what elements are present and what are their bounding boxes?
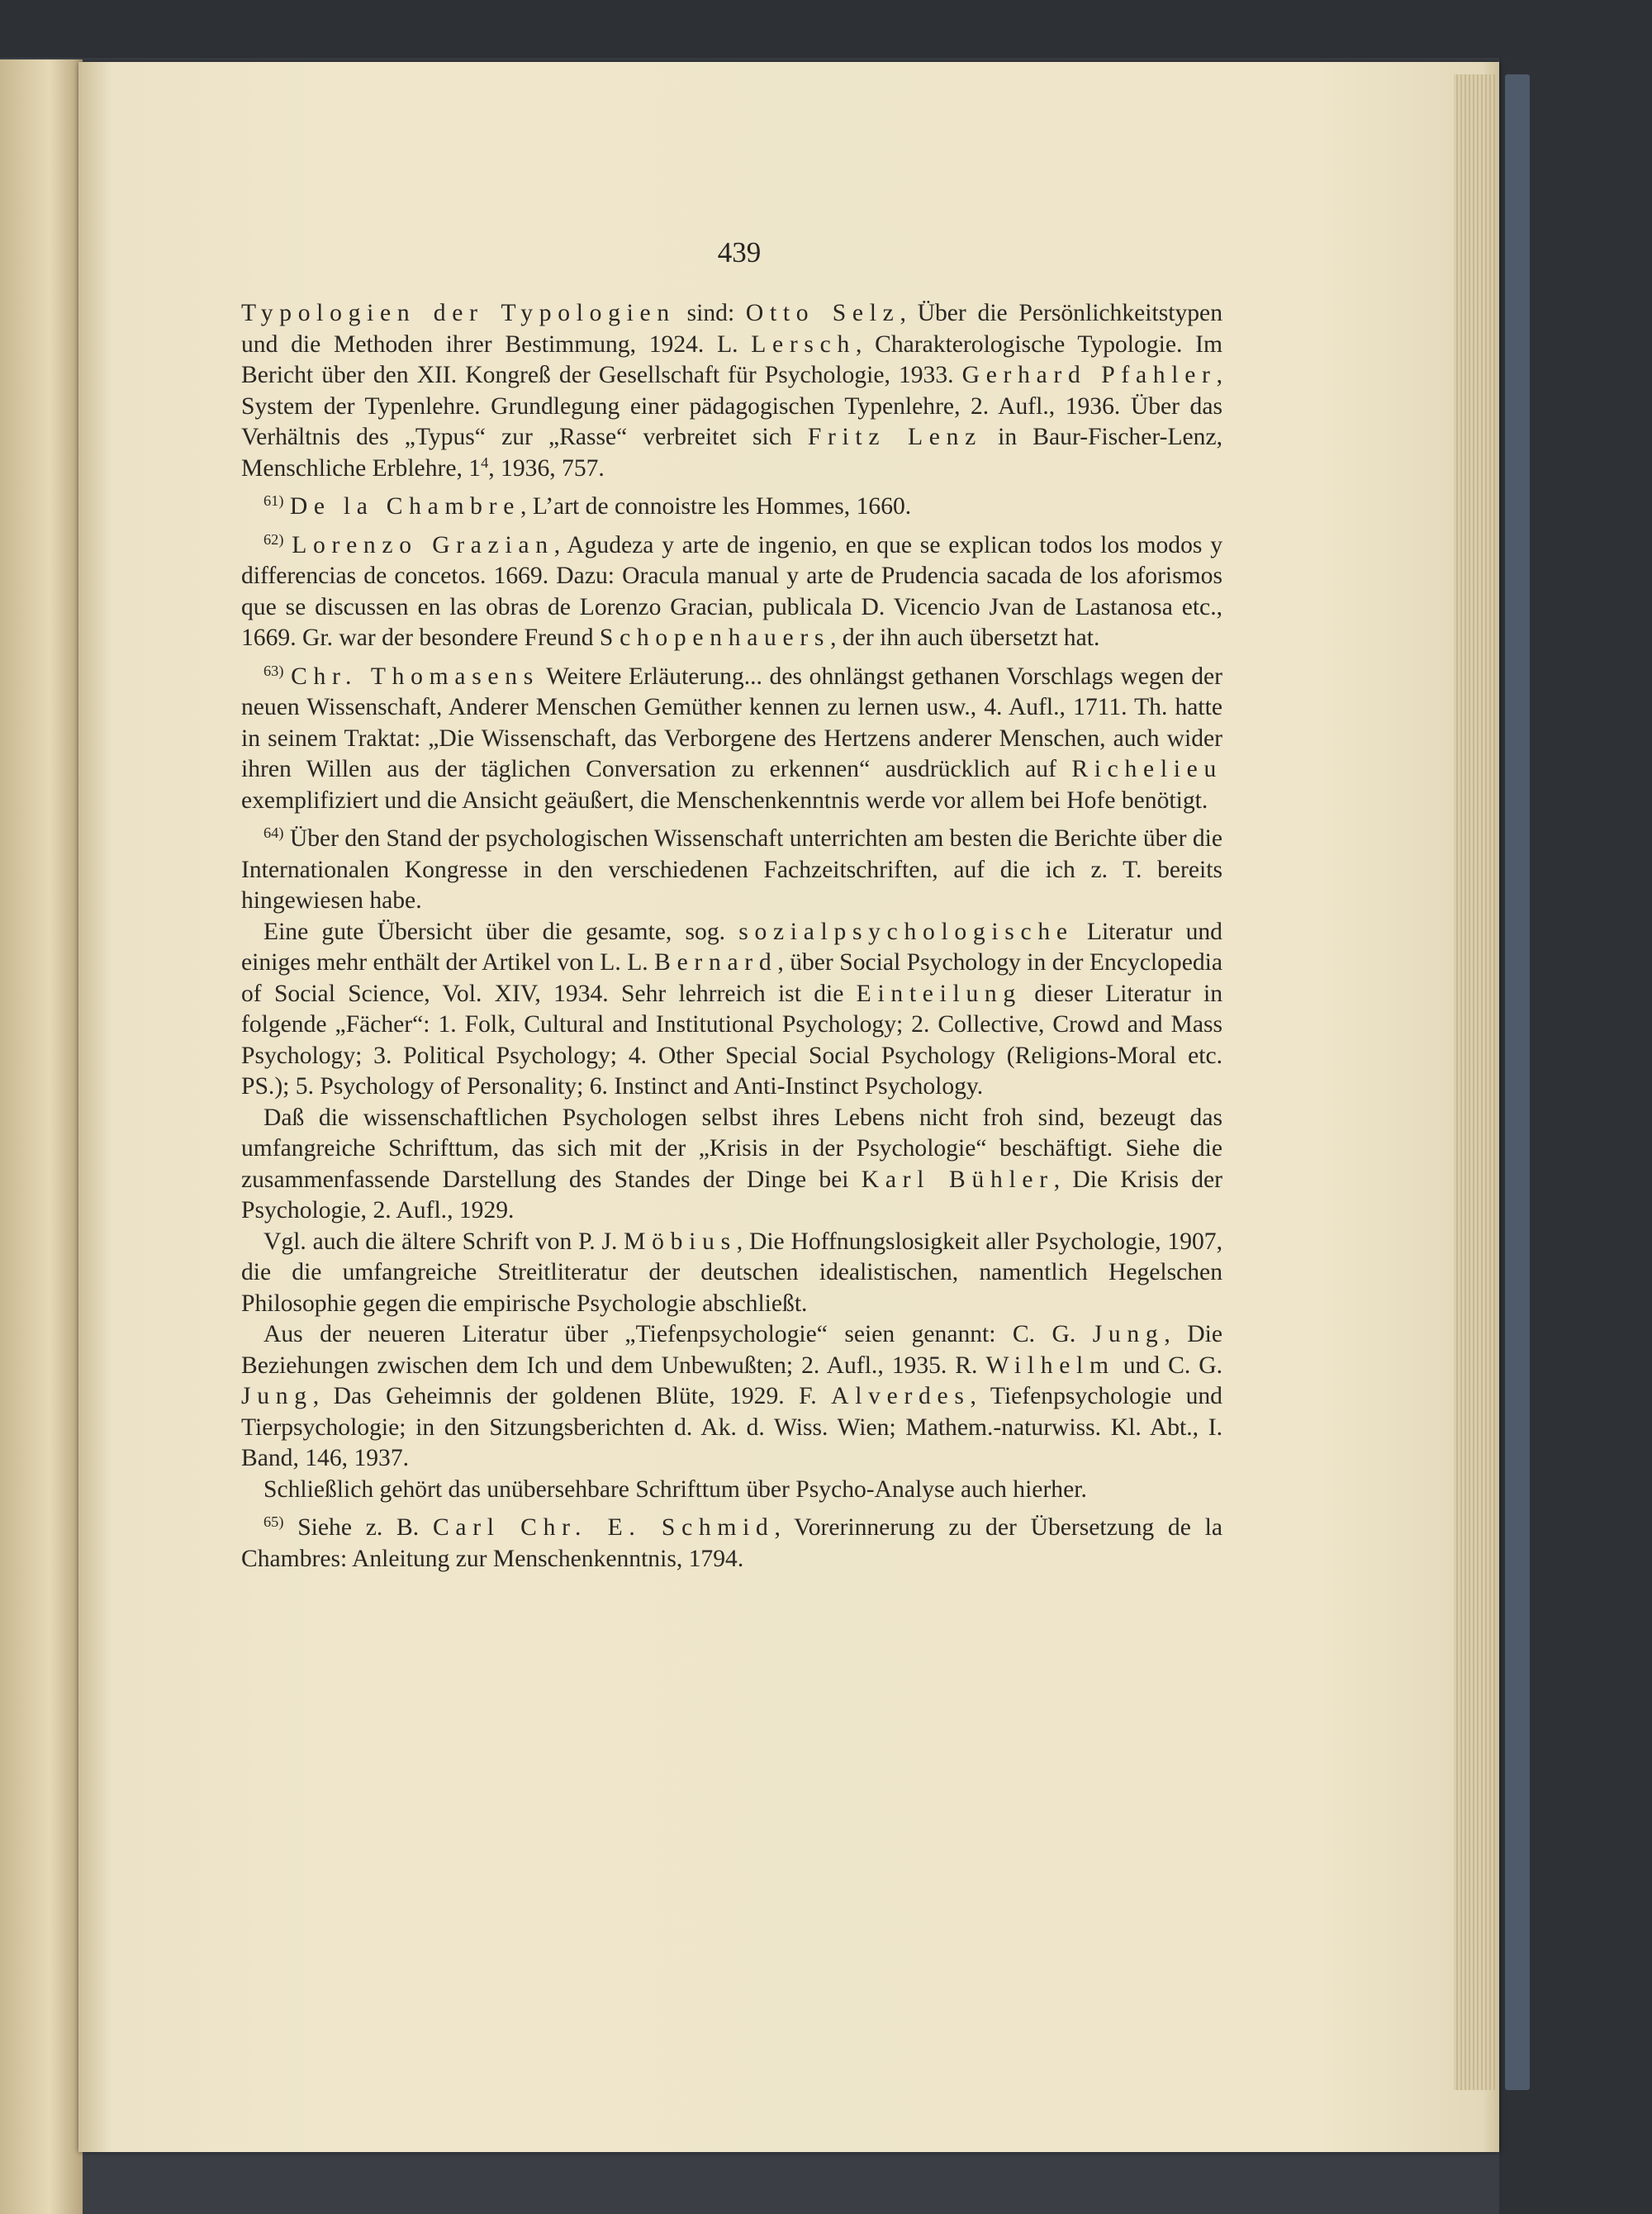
spaced-name: Wilhelm [985,1352,1115,1379]
text-run: , System der Typenlehre. Grundlegung einer pädagogischen Typenlehre, 2. Aufl., 1936. Über das Verhältnis des „Typus“ zur „Rasse“ verbreitet sich [241,362,1222,450]
paragraph [241,1475,1222,1506]
footnote-marker: 63) [263,662,284,679]
footnote-marker: 4 [481,454,489,471]
page-number: 439 [717,236,762,268]
footnote-marker: 62) [263,530,284,548]
spaced-name: Typologien der Typologien [241,300,676,326]
text-run: in Baur-Fischer-Lenz, Menschliche Erblehre, 1 [241,424,1222,482]
text-run: , Die Hoffnungslosigkeit aller Psychologie, 1907, die die umfangreiche Streitliteratur der deutschen idealistischen, namentlich Hegelschen Philosophie gegen die empirische Psychologie abschließt. [241,1228,1222,1317]
spaced-name: Carl Chr. E. Schmid [432,1514,775,1541]
paragraph [241,1513,1222,1575]
footnote-marker: 64) [263,824,284,841]
spaced-name: Möbius [624,1228,737,1255]
spaced-name: Gerhard Pfahler [961,362,1217,388]
text-run: , Die Krisis der Psychologie, 2. Aufl., 1929. [241,1166,1222,1223]
text-run: dieser Literatur in folgende „Fächer“: 1. Folk, Cultural and Institutional Psychology; 2. Collective, Crowd and Mass Psychology; 3. Political Psychology; 4. Other Special Social Psychology (Religions-Moral etc. PS.); 5. Psychology of Personality; 6. Instinct and Anti-Instinct Psychology. [241,980,1222,1100]
paragraph [241,917,1222,1103]
spaced-name: Schopenhauers [599,625,831,651]
book-cover-spine [1505,74,1530,2090]
spaced-name: De la Chambre [289,493,521,520]
page-edges [1454,74,1495,2090]
footnote-marker: 65) [263,1513,284,1530]
paragraph [241,1319,1222,1475]
spaced-name: Richelieu [1071,756,1222,782]
text-run: , Das Geheimnis der goldenen Blüte, 1929. F. [312,1383,832,1409]
spaced-name: Bernard [654,949,778,976]
spaced-name: Lorenzo Grazian [292,531,554,558]
spaced-name: Einteilung [856,980,1022,1007]
spaced-name: Otto Selz [745,300,900,326]
footnote-marker: 61) [263,492,284,509]
paragraph [241,662,1222,817]
spaced-name: Karl Bühler [861,1166,1054,1193]
paragraph [241,530,1222,654]
text-run: , Vorerinnerung zu der Übersetzung de la Chambres: Anleitung zur Menschenkenntnis, 1794. [241,1514,1222,1572]
spaced-name: sozialpsychologische [738,918,1074,945]
text-run [283,493,289,520]
paragraph [241,1103,1222,1227]
text-run: Weitere Erläuterung... des ohnlängst gethanen Vorschlags wegen der neuen Wissenschaft, Anderer Menschen Gemüther kennen zu lernen usw., 4. Aufl., 1711. Th. hatte in seinem Traktat: „Die Wissenschaft, das Verborgene des Hertzens anderer Menschen, auch wider ihren Willen aus der täglichen Conversation zu erkennen“ ausdrücklich auf [241,663,1223,782]
spaced-name: Alverdes [831,1383,971,1409]
left-page-edge [0,59,83,2214]
text-run [283,663,291,690]
text-run: und C. G. [1114,1352,1223,1379]
spaced-name: Jung [1092,1321,1165,1347]
text-run: Literatur und einiges mehr enthält der Artikel von L. L. [241,918,1222,976]
text-run: Vgl. auch die ältere Schrift von P. J. [263,1228,624,1255]
text-run: , Charakterologische Typologie. Im Bericht über den XII. Kongreß der Gesellschaft für Psychologie, 1933. [241,330,1222,388]
text-run: , Über die Persönlichkeitstypen und die Methoden ihrer Bestimmung, 1924. L. [241,300,1222,358]
text-run: Siehe z. B. [283,1514,433,1541]
footnote-text-block [241,298,1222,1575]
text-run: Schließlich gehört das unübersehbare Schrifttum über Psycho-Analyse auch hierher. [263,1475,1087,1503]
spaced-name: Lersch [751,330,856,358]
spaced-name: Chr. Thomasens [291,663,539,690]
text-run: , über Social Psychology in der Encyclopedia of Social Science, Vol. XIV, 1934. Sehr lehrreich ist die [241,949,1223,1007]
text-run: Daß die wissenschaftlichen Psychologen selbst ihres Lebens nicht froh sind, bezeugt das umfangreiche Schrifttum, das sich mit der „Krisis in der Psychologie“ beschäftigt. Siehe die zusammenfassende Darstellung des Standes der Dinge bei [241,1104,1222,1193]
text-run: , der ihn auch übersetzt hat. [830,625,1100,651]
paragraph [241,298,1222,484]
text-run: , Agudeza y arte de ingenio, en que se explican todos los modos y differencias de concetos. 1669. Dazu: Oracula manual y arte de Prudencia sacada de los aforismos que se discussen en las obras de Lorenzo Gracian, publicala D. Vicencio Jvan de Lastanosa etc., 1669. Gr. war der besondere Freund [241,531,1222,651]
paragraph [241,1227,1222,1320]
text-run: , Tiefenpsychologie und Tierpsychologie; in den Sitzungsberichten d. Ak. d. Wiss. Wien; Mathem.-naturwiss. Kl. Abt., I. Band, 146, 1937. [241,1383,1222,1471]
paragraph [241,824,1222,917]
text-run: exemplifiziert und die Ansicht geäußert, die Menschenkenntnis werde vor allem bei Hofe benötigt. [241,786,1208,814]
spaced-name: Fritz Lenz [807,424,982,450]
paragraph [241,492,1222,523]
spaced-name: Jung [241,1383,313,1409]
text-run: Eine gute Übersicht über die gesamte, sog. [263,918,739,945]
text-run: , 1936, 757. [488,454,605,482]
text-run: sind: [675,300,746,326]
text-run [283,532,292,558]
text-run: Über den Stand der psychologischen Wissenschaft unterrichten am besten die Berichte über die Internationalen Kongresse in den verschiedenen Fachzeitschriften, auf die ich z. T. bereits hingewiesen habe. [241,825,1222,914]
background-top [0,0,1652,58]
text-run: , Die Beziehungen zwischen dem Ich und dem Unbewußten; 2. Aufl., 1935. R. [241,1321,1222,1379]
text-run: Aus der neueren Literatur über „Tiefenpsychologie“ seien genannt: C. G. [263,1321,1093,1347]
text-run: , L’art de connoistre les Hommes, 1660. [520,493,912,520]
